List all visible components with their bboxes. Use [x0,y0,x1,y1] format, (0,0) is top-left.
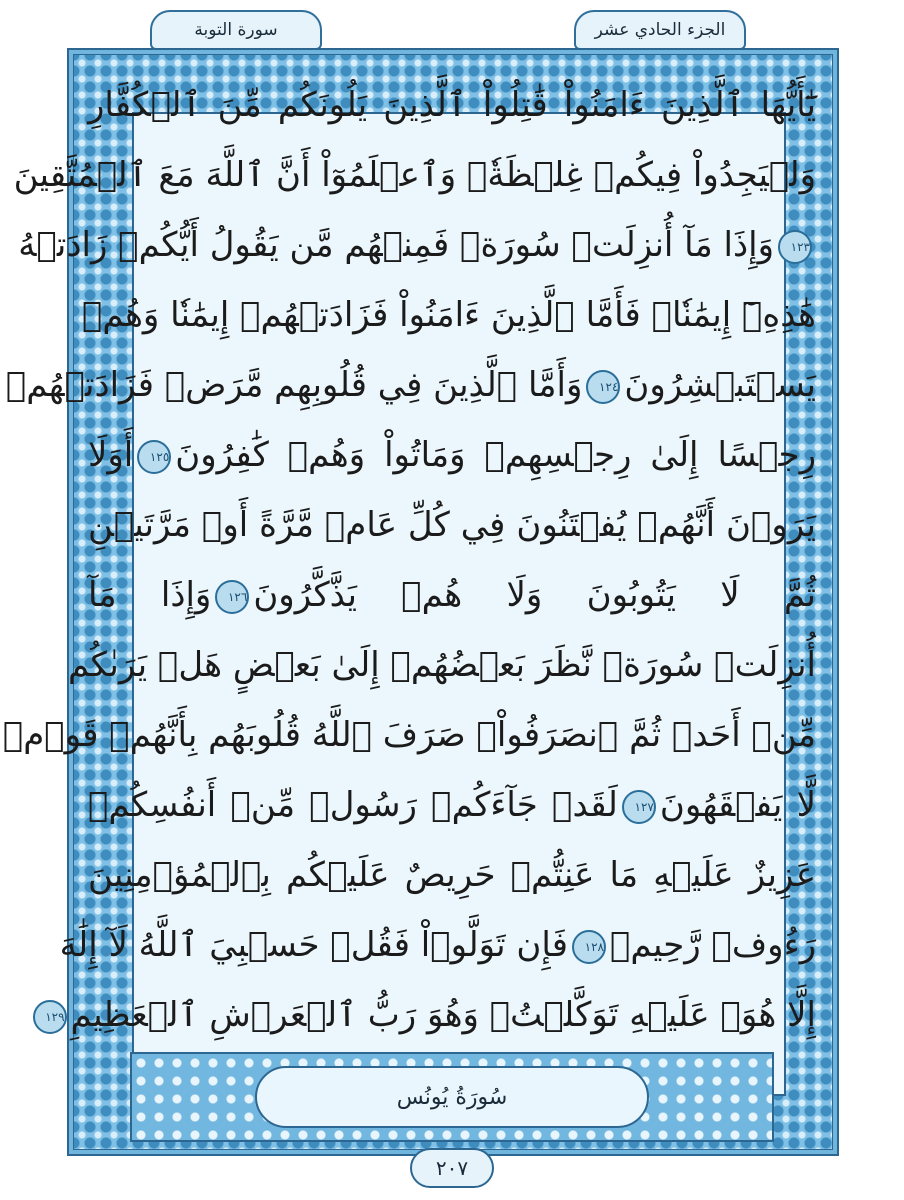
verse-text-area [2,70,816,1038]
ayah-marker: ١٢٦ [215,580,249,614]
next-surah-title: سُورَةُ يُونُس [255,1066,649,1128]
verse-line: رَءُوفٞ رَّحِيمٞ١٢٨فَإِن تَوَلَّوۡاْ فَقُلۡ حَسۡبِيَ ٱللَّهُ لَآ إِلَٰهَ [59,925,816,965]
verse-line: يَرَوۡنَ أَنَّهُمۡ يُفۡتَنُونَ فِي كُلِّ عَامٖ مَّرَّةً أَوۡ مَرَّتَيۡنِ [88,505,816,545]
verse-line: لَّا يَفۡقَهُونَ١٢٧لَقَدۡ جَآءَكُمۡ رَسُولٞ مِّنۡ أَنفُسِكُمۡ [88,785,816,825]
surah-label: سورة التوبة [150,10,322,50]
verse-line: يَسۡتَبۡشِرُونَ١٢٤وَأَمَّا ٱلَّذِينَ فِي قُلُوبِهِم مَّرَضٞ فَزَادَتۡهُمۡ [5,365,816,405]
ayah-marker: ١٢٥ [137,440,171,474]
juz-label: الجزء الحادي عشر [574,10,746,50]
verse-line: عَزِيزٌ عَلَيۡهِ مَا عَنِتُّمۡ حَرِيصٌ عَلَيۡكُم بِٱلۡمُؤۡمِنِينَ [88,855,816,895]
verse-line: هَٰذِهِۦٓ إِيمَٰنٗاۚ فَأَمَّا ٱلَّذِينَ ءَامَنُواْ فَزَادَتۡهُمۡ إِيمَٰنٗا وَهُمۡ [81,295,816,335]
ayah-marker: ١٢٤ [586,370,620,404]
ayah-marker: ١٢٧ [622,790,656,824]
verse-line: أُنزِلَتۡ سُورَةٞ نَّظَرَ بَعۡضُهُمۡ إِلَىٰ بَعۡضٍ هَلۡ يَرَىٰكُم [68,645,816,685]
verse-line: ١٢٣وَإِذَا مَآ أُنزِلَتۡ سُورَةٞ فَمِنۡهُم مَّن يَقُولُ أَيُّكُمۡ زَادَتۡهُ [18,225,810,265]
verse-line: ثُمَّ لَا يَتُوبُونَ وَلَا هُمۡ يَذَّكَّرُونَ١٢٦وَإِذَا مَآ [88,575,816,615]
verse-line: يَٰٓأَيُّهَا ٱلَّذِينَ ءَامَنُواْ قَٰتِلُواْ ٱلَّذِينَ يَلُونَكُم مِّنَ ٱلۡكُفَّارِ [88,85,816,125]
verse-line: إِلَّا هُوَۖ عَلَيۡهِ تَوَكَّلۡتُۖ وَهُوَ رَبُّ ٱلۡعَرۡشِ ٱلۡعَظِيمِ١٢٩ [88,980,816,1050]
ayah-marker: ١٢٩ [33,1000,67,1034]
verse-line: وَلۡيَجِدُواْ فِيكُمۡ غِلۡظَةٗۚ وَٱعۡلَمُوٓاْ أَنَّ ٱللَّهَ مَعَ ٱلۡمُتَّقِينَ [13,155,816,195]
ayah-marker: ١٢٨ [572,930,606,964]
page-number: ٢٠٧ [410,1148,494,1188]
verse-line: رِجۡسًا إِلَىٰ رِجۡسِهِمۡ وَمَاتُواْ وَهُمۡ كَٰفِرُونَ١٢٥أَوَلَا [88,435,816,475]
ayah-marker: ١٢٣ [778,230,812,264]
verse-line: مِّنۡ أَحَدٖ ثُمَّ ٱنصَرَفُواْۚ صَرَفَ ٱللَّهُ قُلُوبَهُم بِأَنَّهُمۡ قَوۡمٞ [2,715,816,755]
